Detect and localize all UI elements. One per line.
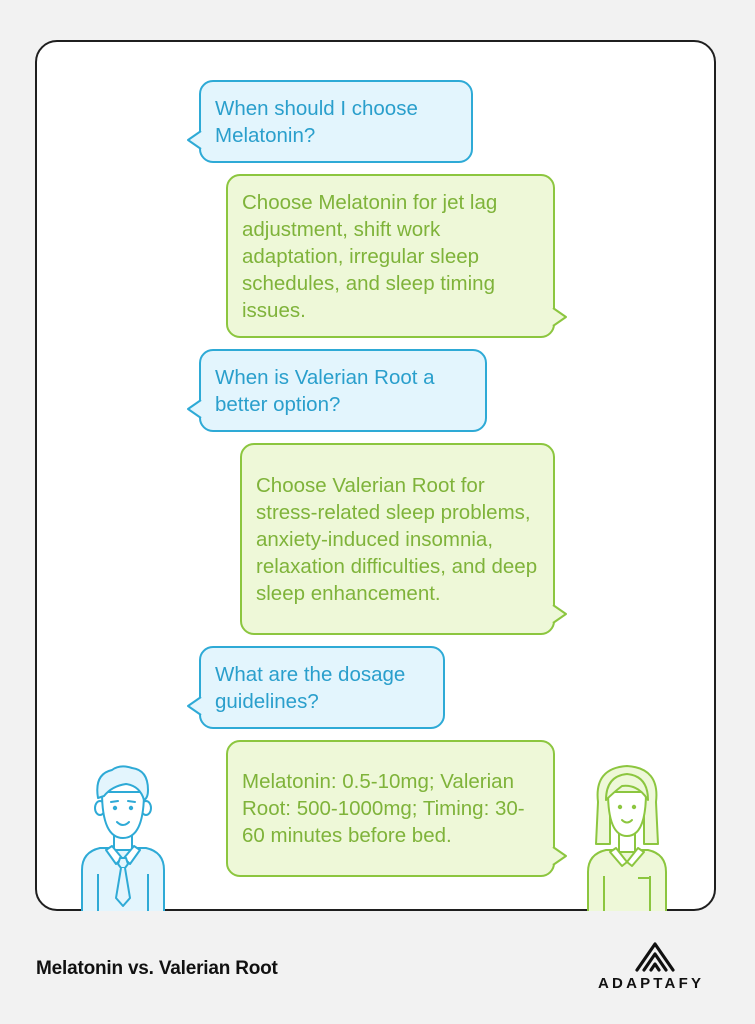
woman-icon [582,762,672,912]
question-tail-3 [186,696,202,716]
answer-bubble-2 [240,443,555,635]
question-bubble-3 [199,646,445,729]
answer-tail-3 [552,846,568,866]
answer-tail-2 [552,604,568,624]
question-bubble-1 [199,80,473,163]
answer-text-1: Choose Melatonin for jet lag adjustment, shift work adaptation, irregular sleep schedules, and sleep timing issues. [242,190,498,322]
question-bubble-2 [199,349,487,432]
question-text-1: When should I choose Melatonin? [215,96,418,147]
answer-bubble-1 [226,174,555,338]
question-text-2: When is Valerian Root a better option? [215,365,435,416]
question-tail-2 [186,399,202,419]
adaptafy-logo-icon [632,938,678,972]
answer-tail-1 [552,307,568,327]
answer-bubble-3 [226,740,555,877]
question-tail-1 [186,130,202,150]
answer-text-3: Melatonin: 0.5-10mg; Valerian Root: 500-1000mg; Timing: 30-60 minutes before bed. [242,770,525,847]
man-with-tie-icon [78,762,168,912]
page-title: Melatonin vs. Valerian Root [36,958,278,979]
question-text-3: What are the dosage guidelines? [215,662,406,713]
brand-name: ADAPTAFY [598,975,705,992]
answer-text-2: Choose Valerian Root for stress-related sleep problems, anxiety-induced insomnia, relaxation difficulties, and deep sleep enhancement. [256,473,538,605]
